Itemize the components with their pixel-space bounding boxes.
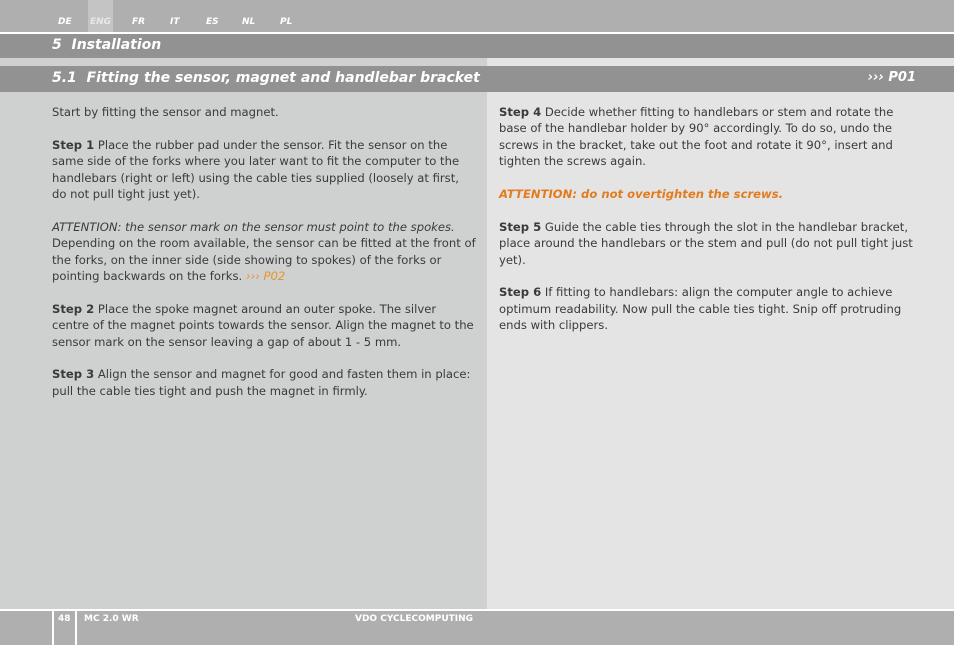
lang-tab-eng[interactable]: ENG (90, 17, 112, 27)
page-number: 48 (58, 614, 71, 624)
footer-separator (75, 611, 77, 645)
attention-note: ATTENTION: the sensor mark on the sensor must point to the spokes. (52, 219, 455, 234)
left-column-text (52, 104, 476, 416)
footer-separator (52, 611, 54, 645)
step-2-paragraph (52, 301, 476, 350)
step-2-label: Step 2 (52, 301, 95, 316)
step-6-text: If fitting to handlebars: align the computer angle to achieve optimum readability. Now pull the cable ties tight. Snip off protruding ends with clippers. (499, 285, 902, 333)
step-5-label: Step 5 (499, 219, 542, 234)
step-1-text: Place the rubber pad under the sensor. Fit the sensor on the same side of the forks where you later want to fit the computer to the handlebars (right or left) using the cable ties supplied (loosely at first, do not pull tight just yet). (52, 137, 460, 202)
attention-2-paragraph (499, 186, 919, 202)
intro-text: Start by fitting the sensor and magnet. (52, 105, 279, 119)
intro-paragraph (52, 104, 476, 120)
attention-paragraph (52, 219, 476, 285)
step-4-text: Decide whether fitting to handlebars or stem and rotate the base of the handlebar holder by 90° accordingly. To do so, undo the screws in the bracket, take out the foot and rotate it 90°, insert and tighten the screws again. (499, 105, 894, 169)
step-1-label: Step 1 (52, 137, 95, 152)
lang-tab-fr[interactable]: FR (132, 17, 146, 27)
step-3-label: Step 3 (52, 367, 95, 382)
step-4-label: Step 4 (499, 105, 542, 119)
step-3-text: Align the sensor and magnet for good and fasten them in place: pull the cable ties tight and push the magnet in firmly. (52, 367, 471, 398)
brand-name: VDO CYCLECOMPUTING (355, 614, 474, 624)
attention-warning: ATTENTION: do not overtighten the screws. (499, 187, 784, 202)
p02-reference-link[interactable]: ››› P02 (245, 269, 286, 284)
lang-tab-pl[interactable]: PL (280, 17, 293, 27)
product-name: MC 2.0 WR (84, 614, 139, 624)
step-2-text: Place the spoke magnet around an outer spoke. The silver centre of the magnet points towards the sensor. Align the magnet to the sensor mark on the sensor leaving a gap of about 1 - 5 mm. (52, 301, 474, 349)
step-5-paragraph (499, 219, 919, 268)
step-1-paragraph (52, 137, 476, 203)
subsection-title: 5.1 Fitting the sensor, magnet and handlebar bracket (52, 70, 480, 86)
step-5-text: Guide the cable ties through the slot in the handlebar bracket, place around the handlebars or the stem and pull (do not pull tight just yet). (499, 219, 913, 267)
lang-tab-de[interactable]: DE (58, 17, 72, 27)
lang-tab-nl[interactable]: NL (242, 17, 256, 27)
step-3-paragraph (52, 366, 476, 399)
step-6-label: Step 6 (499, 285, 542, 300)
section-title: 5 Installation (52, 37, 162, 53)
step-6-paragraph (499, 284, 919, 333)
step-4-paragraph (499, 104, 919, 170)
lang-tab-it[interactable]: IT (170, 17, 180, 27)
attention-text: Depending on the room available, the sensor can be fitted at the front of the forks, on the inner side (side showing to spokes) of the forks or pointing backwards on the forks. (52, 236, 476, 284)
right-column-text (499, 104, 919, 350)
page-reference: ››› P01 (867, 70, 916, 85)
footer-bar (0, 611, 954, 645)
lang-tab-es[interactable]: ES (206, 17, 219, 27)
